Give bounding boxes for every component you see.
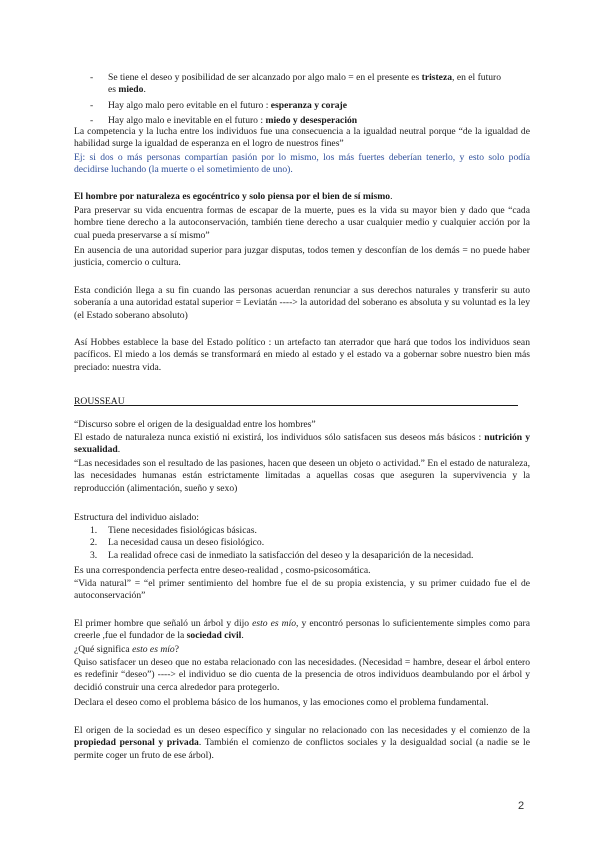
bullet-continuation [108,84,530,96]
paragraph-ausencia [74,245,530,270]
paragraph-text: El estado de naturaleza nunca existió ni existirá, los individuos sólo satisfacen sus deseos más básicos : [74,432,485,443]
bullet-text: es [108,84,119,96]
numbered-list [90,525,530,562]
paragraph-origen [74,725,530,762]
numbered-item [90,537,530,549]
bullet-marker: - [90,99,94,111]
bullet-item [90,72,530,97]
paragraph-vida [74,578,530,603]
paragraph-text: En ausencia de una autoridad superior para juzgar disputas, todos temen y desconfían de los demás = no puede haber justicia, comercio o cultura. [74,245,530,269]
paragraph-hobbes [74,337,530,374]
paragraph-text: El origen de la sociedad es un deseo específico y singular no relacionado con las necesidades y el comienzo de la [74,725,530,736]
paragraph-text: El primer hombre que señaló un árbol y dijo [74,618,253,629]
bullet-bold: miedo [118,84,144,96]
bullet-list [90,72,530,128]
paragraph-estructura [74,512,530,524]
paragraph-text: Quiso satisfacer un deseo que no estaba relacionado con las necesidades. (Necesidad = hambre, desear el árbol entero es redefinir “deseo”) ----> el individuo se dio cuenta de la presencia de otros individuos deambulando por el árbol y decidió construir una cerca alrededor para protegerlo. [74,657,530,693]
paragraph-condicion [74,285,530,322]
item-text: La necesidad causa un deseo fisiológico. [108,537,265,549]
paragraph-text: Es una correspondencia perfecta entre deseo-realidad , cosmo-psicosomática. [74,565,371,576]
paragraph-competencia [74,126,530,151]
paragraph-text: “Vida natural” = “el primer sentimiento del hombre fue el de su propia existencia, y su primer cuidado fue el de autoconservación” [74,578,530,602]
paragraph-text: , y encontró personas lo suficientemente simples como para creerle ,fue el fundador de la [74,618,530,642]
numbered-item [90,525,530,537]
paragraph-text: Estructura del individuo aislado: [74,512,199,523]
bold-text: nutrición y sexualidad [74,432,530,456]
paragraph-text: Ej: si dos o más personas compartían pasión por lo mismo, los más fuertes deberían tenerlo, y esto solo podía decidirse luchando (la muerte o el sometimiento de uno). [74,152,530,176]
item-text: La realidad ofrece casi de inmediato la satisfacción del deseo y la desaparición de la necesidad. [108,549,474,561]
bullet-text: , en el futuro [452,72,502,83]
paragraph-text: ¿Qué significa [74,644,133,655]
italic-text: esto es mío [132,644,175,655]
paragraph-text: Esta condición llega a su fin cuando las personas acuerdan renunciar a sus derechos naturales y transferir su auto soberanía a una autoridad estatal superior = Leviatán ----> la autoridad del soberano es absoluta y su voluntad es la ley (el Estado soberano absoluto) [74,285,530,321]
paragraph-declara [74,697,530,709]
paragraph-text: . [117,444,121,456]
heading-punct: . [390,191,393,202]
numbered-item [90,550,530,562]
paragraph-que-significa [74,644,530,656]
heading-hombre [74,191,530,203]
paragraph-text: Declara el deseo como el problema básico de los humanos, y las emociones como el problema fundamental. [74,697,489,708]
item-number: 3. [90,549,98,561]
section-heading-rousseau [74,396,530,408]
paragraph-discurso [74,419,530,431]
paragraph-text: . También el comienzo de conflictos sociales y la desigualdad social (a nadie se le permite coger un fruto de ese árbol). [74,737,530,761]
paragraph-preservar [74,205,530,242]
item-number: 2. [90,537,98,549]
paragraph-text: La competencia y la lucha entre los individuos fue una consecuencia a la igualdad neutral porque “de la igualdad de habilidad surge la igualdad de esperanza en el logro de nuestros fines” [74,126,530,150]
paragraph-text: . [241,630,244,642]
bullet-marker: - [90,115,94,127]
paragraph-quiso [74,657,530,694]
bullet-bold: tristeza [421,72,453,83]
paragraph-text: Así Hobbes establece la base del Estado político : un artefacto tan aterrador que hará que todos los individuos sean pacíficos. El miedo a los demás se transformará en miedo al estado y el estado va a gobernar sobre nuestro bien más preciado: nuestra vida. [74,337,530,373]
paragraph-text: ? [174,644,179,655]
page-number: 2 [518,800,525,812]
bullet-item [90,100,530,112]
item-number: 1. [90,525,98,536]
paragraph-correspondencia [74,565,530,577]
paragraph-estado [74,432,530,457]
bullet-text: Hay algo malo pero evitable en el futuro : [108,99,271,111]
paragraph-ejemplo [74,152,530,177]
bullet-bold: esperanza y coraje [270,99,347,111]
item-text: Tiene necesidades fisiológicas básicas. [108,525,257,536]
bold-text: sociedad civil [186,630,242,642]
paragraph-primer-hombre [74,618,530,643]
paragraph-necesidades [74,458,530,495]
bold-heading: El hombre por naturaleza es egocéntrico y solo piensa por el bien de sí mismo [74,191,391,202]
section-title: ROUSSEAU [74,396,125,407]
paragraph-text: Para preservar su vida encuentra formas de escapar de la muerte, pues es la vida su mayor bien y dado que “cada hombre tiene derecho a la autoconservación, también tiene derecho a usar cualquier medio y cualquier acción por la cual pueda preservarse a sí mismo” [74,205,530,241]
bullet-marker: - [90,72,94,83]
italic-text: esto es mío [252,618,297,629]
paragraph-text: “Discurso sobre el origen de la desigualdad entre los hombres” [74,419,316,430]
bullet-bold: miedo y desesperación [265,115,358,127]
bullet-text: . [143,84,146,96]
bullet-text: Se tiene el deseo y posibilidad de ser alcanzado por algo malo = en el presente es [108,72,422,83]
paragraph-text: “Las necesidades son el resultado de las pasiones, hacen que deseen un objeto o actividad.” En el estado de naturaleza, las necesidades humanas están estrictamente limitadas a aquellas cosas que aseguren la supervivencia y la reproducción (alimentación, sueño y sexo) [74,458,530,494]
bullet-text: Hay algo malo e inevitable en el futuro : [108,115,266,127]
section-rule [124,405,518,406]
bold-text: propiedad personal y privada [74,737,199,749]
